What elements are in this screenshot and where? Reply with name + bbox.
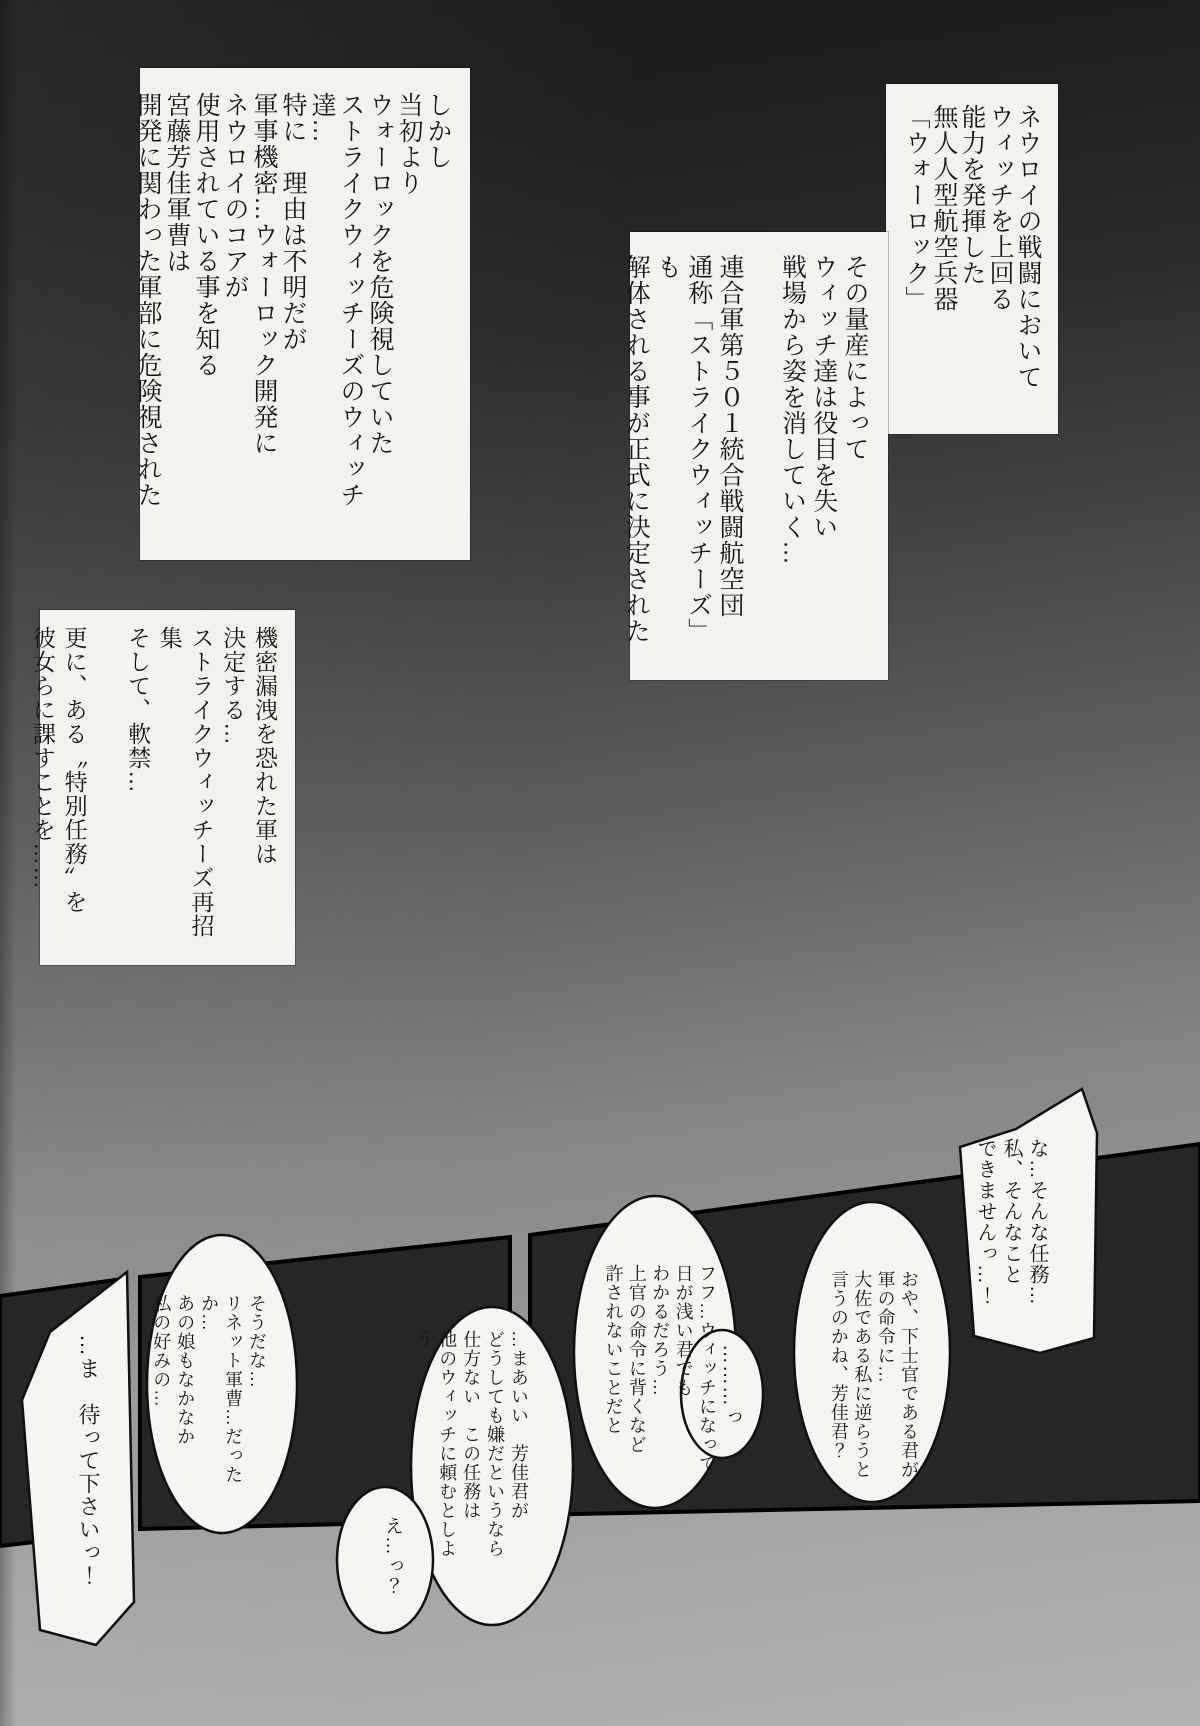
speech-text-colonel-alternative: …まあいい 芳佳君が どうしても嫌だというなら 仕方ない この任務は 他のウィッチに頼むとしよう — [413, 1330, 529, 1558]
speech-text-colonel-lecture: フフ…ウィッチになって 日が浅い君でも わかるだろう… 上官の命令に背くなど 許されないことだと — [603, 1264, 717, 1473]
speech-text-colonel-question: おや、下士官である君が 軍の命令に… 大佐である私に逆らうと 言うのかね、芳佳君？ — [828, 1270, 919, 1479]
narration-box-sw-disband: その量産によって ウィッチ達は役目を失い 戦場から姿を消していく… 連合軍第５０１統合戦闘航空団 通称「ストライクウィッチーズ」も 解体される事が正式に決定された — [630, 232, 888, 680]
narration-box-special-mission: 機密漏洩を恐れた軍は 決定する… ストライクウィッチーズ再招集 そして、軟禁… 更に、ある〝特別任務〟を 彼女らに課すことを…… — [40, 610, 295, 965]
narration-box-warlock-intro: ネウロイの戦闘において ウィッチを上回る 能力を発揮した 無人人型航空兵器 「ウォーロック」 — [886, 84, 1058, 434]
speech-text-yoshika-wait: …ま 待って下さいっ！ — [76, 1334, 101, 1587]
speech-text-silence: ………っ — [719, 1344, 741, 1428]
speech-text-yoshika-refusal: な…そんな任務… 私、そんなこと できませんっ…！ — [974, 1138, 1048, 1306]
speech-text-yoshika-surprise: え…っ？ — [382, 1516, 403, 1596]
speech-text-colonel-lynette: そうだな… リネット軍曹…だったか… あの娘もなかなか 私の好みの… — [151, 1294, 267, 1484]
narration-box-witches-suspicion: しかし 当初より ウォーロックを危険視していた ストライクウィッチーズのウィッチ達… 特に 理由は不明だが 軍事機密…ウォーロック開発に ネウロイのコアが 使用されている事を知る 宮藤芳佳軍曹は 開発に関わった軍部に危険視された — [140, 68, 470, 560]
